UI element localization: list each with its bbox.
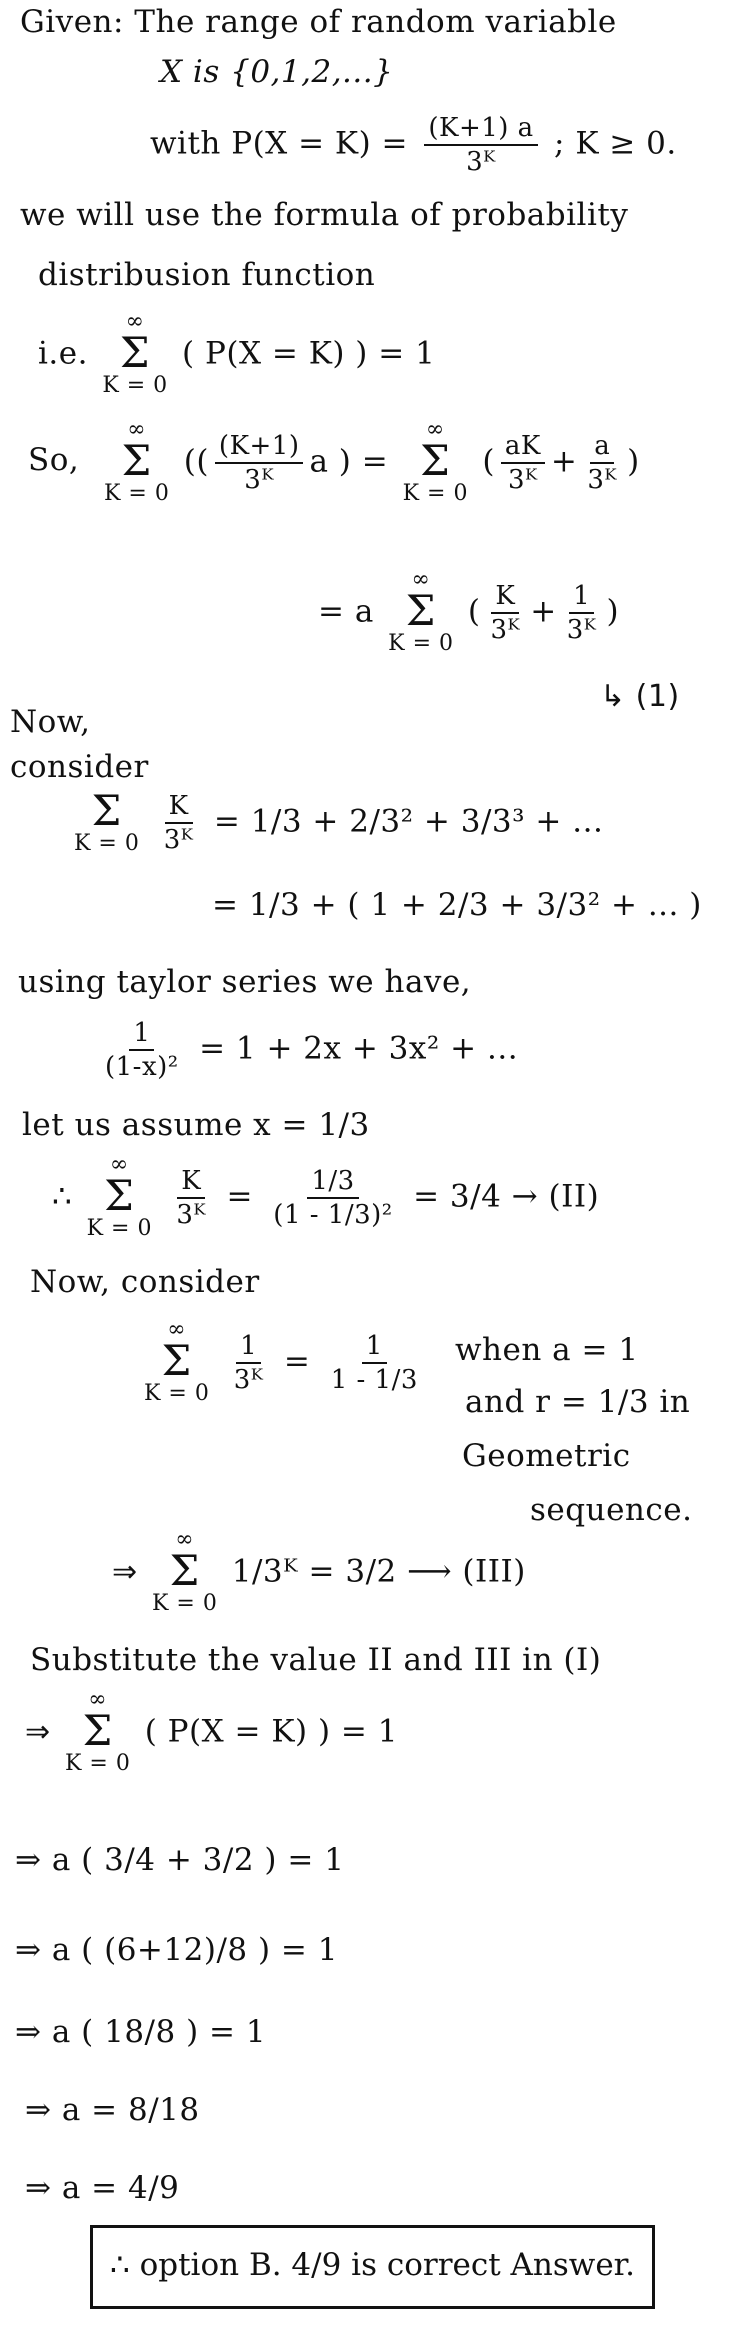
ie-label: i.e. (38, 335, 88, 372)
eq1-left-fraction: $\frac{(K+1)}{\text{3ᴷ}}$ (215, 430, 304, 496)
equation-2: = a ∞ Σ K = 0 ( $\frac{K}{\text{3ᴷ}}$ + $\frac{1}{\text{3ᴷ}}$ ) (318, 567, 620, 656)
substitute-step-4: ⇒ a ( 18/8 ) = 1 (15, 2014, 267, 2050)
consider-series-2: = 1/3 + ( 1 + 2/3 + 3/3² + ... ) (212, 887, 702, 923)
geometric-note-4: sequence. (530, 1492, 693, 1528)
eq2-fraction-2: $\frac{1}{\text{3ᴷ}}$ (566, 581, 597, 645)
therefore-rhs-fraction: $\frac{1/3}{\text{(1 - 1/3)²}}$ (273, 1166, 393, 1230)
therefore-result: = 3/4 → (II) (413, 1178, 600, 1215)
given-line-2: X is {0,1,2,...} (160, 54, 394, 90)
fraction-denominator: 3ᴷ (466, 147, 496, 177)
summation-symbol: ∞ Σ K = 0 (65, 1687, 131, 1776)
intro-line-1: we will use the formula of probability (20, 197, 629, 233)
summation-symbol: Σ K = 0 (74, 786, 140, 856)
summation-symbol: ∞ Σ K = 0 (152, 1527, 218, 1616)
geometric-rhs-fraction: $\frac{1}{1 - 1/3}$ (330, 1331, 418, 1395)
equation-1: ∞ Σ K = 0 (( $\frac{(K+1)}{\text{3ᴷ}}$ a ) = ∞ Σ K = 0 ( $\frac{aK}{\text{3ᴷ}}$ + $\frac{a}{\text{3ᴷ}}$ ) (104, 417, 640, 506)
eq1-right-fraction-1: $\frac{aK}{\text{3ᴷ}}$ (501, 430, 545, 496)
summation-symbol: ∞ Σ K = 0 (86, 1152, 152, 1241)
result-III: ⇒ ∞ Σ K = 0 1/3ᴷ = 3/2 ⟶ (III) (112, 1527, 526, 1616)
taylor-label: using taylor series we have, (18, 964, 472, 1000)
therefore-equation: ∴ ∞ Σ K = 0 $\frac{K}{\text{3ᴷ}}$ = $\frac{1/3}{\text{(1 - 1/3)²}}$ = 3/4 → (II) (52, 1152, 600, 1241)
reference-1: ↳ (1) (600, 679, 680, 714)
summation-symbol: ∞ Σ K = 0 (388, 567, 454, 656)
consider-fraction: $\frac{K}{\text{3ᴷ}}$ (163, 791, 194, 855)
fraction-numerator: (K+1) a (424, 112, 537, 146)
now-consider-label-2: Now, consider (30, 1264, 260, 1300)
substitute-step-1: ⇒ ∞ Σ K = 0 ( P(X = K) ) = 1 (25, 1687, 398, 1776)
intro-line-2: distribusion function (38, 257, 376, 293)
consider-equation (70, 786, 604, 856)
substitute-step-3: ⇒ a ( (6+12)/8 ) = 1 (15, 1932, 338, 1968)
summation-symbol: ∞ Σ K = 0 (102, 309, 168, 398)
taylor-fraction: $\frac{1}{\text{(1-x)²}}$ (105, 1018, 179, 1082)
so-label: So, (28, 442, 80, 478)
now-label-1: Now, (10, 704, 91, 740)
summation-symbol: ∞ Σ K = 0 (104, 417, 170, 506)
substitute-step-2: ⇒ a ( 3/4 + 3/2 ) = 1 (15, 1842, 345, 1878)
eq2-fraction-1: $\frac{K}{\text{3ᴷ}}$ (490, 581, 521, 645)
summation-symbol: ∞ Σ K = 0 (402, 417, 468, 506)
assume-line: let us assume x = 1/3 (22, 1107, 370, 1143)
geometric-equation: ∞ Σ K = 0 $\frac{1}{\text{3ᴷ}}$ = $\frac{1}{1 - 1/3}$ (140, 1320, 428, 1406)
consider-series: = 1/3 + 2/3² + 3/3³ + ... (213, 803, 604, 840)
substitute-line: Substitute the value II and III in (I) (30, 1642, 602, 1678)
taylor-equation: $\frac{1}{\text{(1-x)²}}$ = 1 + 2x + 3x² + ... (95, 1017, 518, 1083)
substitute-step-6: ⇒ a = 4/9 (25, 2170, 180, 2206)
geometric-note-1: when a = 1 (455, 1332, 639, 1368)
geometric-fraction: $\frac{1}{\text{3ᴷ}}$ (233, 1331, 264, 1395)
ie-expression: ( P(X = K) ) = 1 (182, 335, 436, 372)
geometric-note-3: Geometric (462, 1438, 631, 1474)
answer-text: ∴ option B. 4/9 is correct Answer. (110, 2247, 635, 2283)
geometric-note-2: and r = 1/3 in (465, 1384, 691, 1420)
given-pmf-fraction (424, 112, 537, 178)
summation-symbol: ∞ Σ K = 0 (144, 1317, 210, 1406)
consider-label-1: consider (10, 749, 149, 785)
therefore-fraction: $\frac{K}{\text{3ᴷ}}$ (176, 1166, 207, 1230)
given-pmf-label: with P(X = K) = (150, 125, 409, 162)
given-condition: ; K ≥ 0. (554, 125, 677, 162)
ie-line (38, 309, 436, 398)
eq1-right-fraction-2: $\frac{a}{\text{3ᴷ}}$ (587, 431, 618, 495)
substitute-step-5: ⇒ a = 8/18 (25, 2092, 200, 2128)
given-line-3 (150, 112, 677, 178)
given-line-1: Given: The range of random variable (20, 4, 617, 40)
